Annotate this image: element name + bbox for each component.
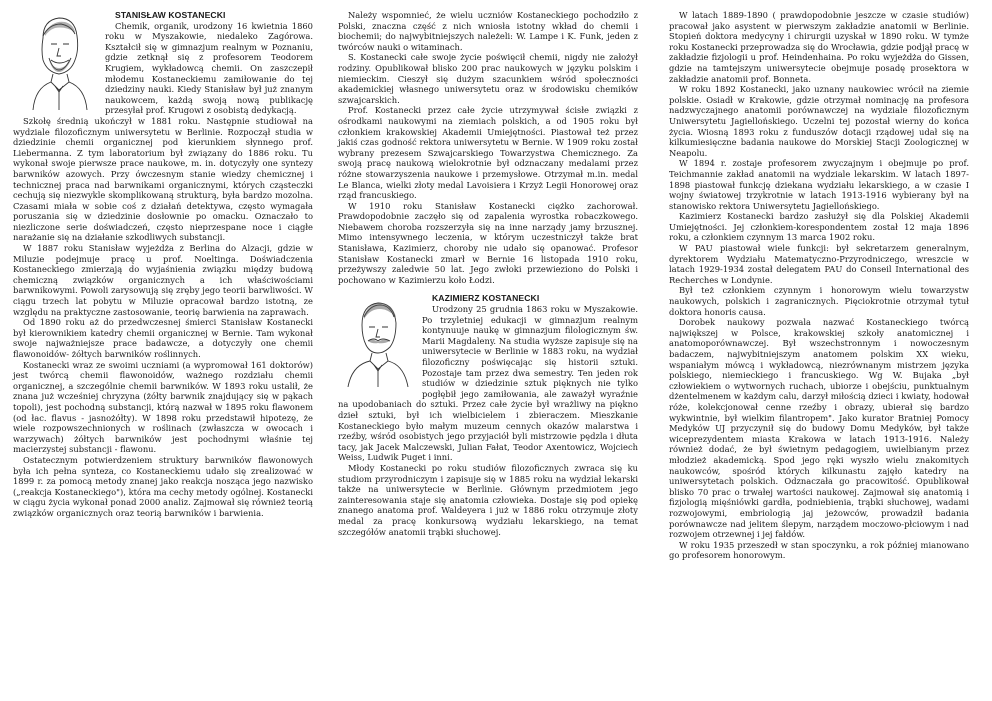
paragraph: W 1910 roku Stanisław Kostanecki ciężko zachorował. Prawdopodobnie zaczęło się od zapalenia wyrostka robaczkowego. Niebawem choroba rozszerzyła się na inne narządy jamy brzusznej. Mimo intensywnego leczenia, w którym uczestniczył także brat Stanisława, Kazimierz, choroby nie udało się opanować. Profesor Stanisław Kostanecki zmarł w Bernie 16 listopada 1910 roku, przeżywszy zaledwie 50 lat. Jego zwłoki przewieziono do Polski i pochowano w Kazimierzu koło Łodzi.	[338, 200, 638, 285]
paragraph: Należy wspomnieć, że wielu uczniów Kostaneckiego pochodziło z Polski, znaczna część z nich wniosła istotny wkład do chemii i biochemii; do najwybitniejszych należeli: W. Lampe i K. Funk, jeden z twórców nauki o witaminach.	[338, 10, 638, 52]
paragraph: Dorobek naukowy pozwala nazwać Kostaneckiego twórcą największej w Polsce, krakowskiej szkoły anatomicznej i anatomoporównawczej. Był wszechstronnym i nowoczesnym badaczem, najwybitniejszym anatomem polskim XX wieku, wspaniałym mówcą i wykładowcą, niezrównanym mistrzem języka polskiego, niemieckiego i francuskiego. Wg W. Bujaka „był człowiekiem o wytwornych ruchach, ubiorze i obejściu, punktualnym dżentelmenem w każdym calu, darzył miłością dzieci i kwiaty, hodował róże, kolekcjonował cenne rzeźby i obrazy, ubierał się bardzo wykwintnie, był wielkim filantropem". Jako kurator Bratniej Pomocy Medyków UJ przyczynił się do budowy Domu Medyków, był także wiceprezydentem miasta Krakowa w latach 1913-1916. Należy również dodać, że był świetnym pedagogiem, uwielbianym przez młodzież akademicką. Spod jego ręki wyszło wielu znakomitych naukowców, spośród których kilkunastu zajęło katedry na uniwersytetach polskich. Odznaczała go pracowitość. Opublikował blisko 70 prac o trwałej wartości naukowej. Zajmował się anatomią i fizjologią mięśniówki gardła, podniebienia, trąbki słuchowej, wadami rozwojowymi, embriologią jaj jeżowców, prowadził badania porównawcze nad jelitem ślepym, narządem moczowo-płciowym i nad rozwojem otrzewnej i jej fałdów.	[669, 317, 969, 540]
article-title-stanislaw: STANISŁAW KOSTANECKI	[115, 10, 226, 20]
paragraph: Urodzony 25 grudnia 1863 roku w Myszakowie. Po trzyletniej edukacji w gimnazjum realnym kontynuuje naukę w gimnazjum filologicznym św. Marii Magdaleny. Na studia wyższe zapisuje się na uniwersytecie w Berlinie w 1883 roku, na wydział filozoficzny poświęcając się historii sztuki. Pozostaje tam przez dwa semestry. Ten jeden rok studiów w dziedzinie sztuk pięknych nie tylko pogłębił jego zamiłowania, ale zaważył wyraźnie na upodobaniach do sztuki. Przez całe życie był wrażliwy na piękno dzieł sztuki, był ich wielbicielem i zbieraczem. Mieszkanie Kostaneckiego było małym muzeum cennych okazów malarstwa i rzeźby, wśród osobistych jego przyjaciół byli mistrzowie pędzla i dłuta tacy, jak Jacek Malczewski, Julian Fałat, Teodor Axentowicz, Wojciech Weiss, Ludwik Puget i inni.	[338, 304, 638, 463]
paragraph: Od 1890 roku aż do przedwczesnej śmierci Stanisław Kostanecki był kierownikiem katedry chemii organicznej w Bernie. Tam wykonał swoje najważniejsze prace badawcze, a dotyczyły one chemii flawonoidów- żółtych barwników roślinnych.	[13, 317, 313, 359]
column-2	[338, 10, 638, 537]
paragraph: Młody Kostanecki po roku studiów filozoficznych zwraca się ku studiom przyrodniczym i zapisuje się w 1885 roku na wydział lekarski także na uniwersytecie w Berlinie. Głównym przedmiotem jego zainteresowania staje się anatomia człowieka. Dostaje się pod opiekę znanego anatoma prof. Waldeyera i już w 1886 roku otrzymuje złoty medal za pracę konkursową wydziału lekarskiego, na temat szczegółów anatomii trąbki słuchowej.	[338, 462, 638, 537]
paragraph: W 1894 r. zostaje profesorem zwyczajnym i obejmuje po prof. Teichmannie zakład anatomii na wydziale lekarskim. W latach 1897-1898 piastował funkcję dziekana wydziału lekarskiego, a w czasie I wojny światowej trzykrotnie w latach 1913-1916 wybierany był na stanowisko rektora Uniwersytetu Jagiellońskiego.	[669, 158, 969, 211]
column-1	[13, 10, 313, 519]
paragraph: Chemik, organik, urodzony 16 kwietnia 1860 roku w Myszakowie, niedaleko Zagórowa. Kształcił się w gimnazjum realnym w Poznaniu, gdzie zetknął się z profesorem Teodorem Krugiem, wykładowcą chemii. On zaszczepił młodemu Kostaneckiemu zamiłowanie do tej dziedziny nauki. Kiedy Stanisław był już znanym naukowcem, każdą swoją nową publikację przesyłał prof. Krugowi z osobistą dedykacją.	[105, 20, 313, 116]
paragraph: Szkołę średnią ukończył w 1881 roku. Następnie studiował na wydziale filozoficznym uniwersytetu w Berlinie. Rozpoczął studia w dziedzinie chemii organicznej pod kierunkiem słynnego prof. Liebermanna. Z tym laboratorium był związany do 1886 roku. Tu wykonał swoje pierwsze prace naukowe, m. in. dotyczyły one syntezy barwników azowych. Przy ówczesnym stanie wiedzy chemicznej i technicznej praca nad barwnikami organicznymi, których cząsteczki cechują się niezwykle skomplikowaną strukturą, była bardzo mozolna. Czasami miała w sobie coś z działań detektywa, często wymagała poruszania się w dziedzinie dosłownie po omacku. Oznaczało to niezliczone serie doświadczeń, często nieprzespane noce i ciągłe narażanie się na działanie szkodliwych substancji.	[13, 115, 313, 243]
paragraph: Kostanecki wraz ze swoimi uczniami (a wypromował 161 doktorów) jest twórcą chemii flawonoidów, ważnego rozdziału chemii organicznej, a szczególnie chemii barwników. W 1893 roku ustalił, że znana już wcześniej chryzyna (żółty barwnik znajdujący się w pąkach topoli), jest pochodną substancji, którą nazwał w 1895 roku flawonem (od łac. flavus - jasnożółty). W 1898 roku przedstawił hipotezę, że wiele rozpowszechnionych w roślinach (zwłaszcza w owocach i warzywach) żółtych barwników jest pochodnymi właśnie tej macierzystej substancji - flawonu.	[13, 359, 313, 455]
paragraph: W 1887 roku Stanisław wyjeżdża z Berlina do Alzacji, gdzie w Miluzie podejmuje pracę u prof. Noeltinga. Doświadczenia Kostaneckiego zmierzają do wyjaśnienia związku między budową chemiczną związków organicznych a ich właściwościami barwnikowymi. Powoli zarysowują się zręby jego teorii barwliwości. W ciągu trzech lat pobytu w Miluzie opracował bardzo istotną, ze względu na praktyczne zastosowanie, teorię barwienia na zaprawach.	[13, 243, 313, 317]
article-kazimierz	[338, 293, 638, 537]
paragraph: W roku 1935 przeszedł w stan spoczynku, a rok później mianowano go profesorem honorowym.	[669, 539, 969, 561]
portrait-sketch-icon	[13, 10, 99, 110]
paragraph: S. Kostanecki całe swoje życie poświęcił chemii, nigdy nie założył rodziny. Opublikował blisko 200 prac naukowych w języku polskim i niemieckim. Cieszył się dużym szacunkiem wśród społeczności akademickiej własnego uniwersytetu oraz w środowisku chemików szwajcarskich.	[338, 52, 638, 105]
portrait-kazimierz-kostanecki	[338, 295, 416, 387]
paragraph: Prof. Kostanecki przez całe życie utrzymywał ścisłe związki z ośrodkami naukowymi na ziemiach polskich, a od 1905 roku był członkiem krakowskiej Akademii Umiejętności. Piastował też przez jakiś czas godność rektora uniwersytetu w Bernie. W 1909 roku został wybrany prezesem Szwajcarskiego Towarzystwa Chemicznego. Za swoją pracę naukową wielokrotnie był odznaczany medalami przez różne stowarzyszenia naukowe i przemysłowe. Otrzymał m.in. medal Le Blanca, wielki złoty medal Lavoisiera i Krzyż Legii Honorowej oraz rząd francuskiego.	[338, 105, 638, 201]
paragraph: Kazimierz Kostanecki bardzo zasłużył się dla Polskiej Akademii Umiejętności. Jej członkiem-korespondentem został 12 maja 1896 roku, a członkiem czynnym 13 marca 1902 roku.	[669, 211, 969, 243]
column-3	[669, 10, 969, 561]
paragraph: Był też członkiem czynnym i honorowym wielu towarzystw naukowych, polskich i zagranicznych. Pięciokrotnie otrzymał tytuł doktora honoris causa.	[669, 285, 969, 317]
paragraph: W latach 1889-1890 ( prawdopodobnie jeszcze w czasie studiów) pracował jako asystent w pierwszym zakładzie anatomii w Berlinie. Stopień doktora medycyny i chirurgii uzyskał w 1890 roku. W tymże roku Kostanecki przeprowadza się do Wrocławia, gdzie podjął pracę w zakładzie fizjologii u prof. Heindenhaina. Po roku wyjeżdża do Gissen, gdzie na tamtejszym uniwersytecie obejmuje posadę prosektora w zakładzie anatomii prof. Bonneta.	[669, 10, 969, 84]
paragraph: Ostatecznym potwierdzeniem struktury barwników flawonowych była ich pełna synteza, co Kostaneckiemu udało się zrealizować w 1899 r. za pomocą metody znanej jako reakcja nosząca jego nazwisko („reakcja Kostaneckiego"), która ma cechy metody ogólnej. Kostanecki w ciągu życia wykonał ponad 2000 analiz. Zajmował się również teorią związków organicznych oraz teorią barwników i barwienia.	[13, 454, 313, 518]
portrait-sketch-icon	[338, 295, 416, 387]
paragraph: W roku 1892 Kostanecki, jako uznany naukowiec wrócił na ziemie polskie. Osiadł w Krakowie, gdzie otrzymał nominację na profesora nadzwyczajnego anatomii porównawczej na wydziale filozoficznym Uniwersytetu Jagiellońskiego. Uczelni tej pozostał wierny do końca życia. Wiosną 1893 roku z funduszów dotacji rządowej udał się na kilkumiesięczne badania naukowe do Morskiej Stacji Zoologicznej w Neapolu.	[669, 84, 969, 158]
portrait-stanislaw-kostanecki	[13, 10, 99, 110]
paragraph: W PAU piastował wiele funkcji: był sekretarzem generalnym, dyrektorem Wydziału Matematyczno-Przyrodniczego, wreszcie w latach 1929-1934 został delegatem PAU do Conseil International des Recherches w Londynie.	[669, 243, 969, 285]
article-title-kazimierz: KAZIMIERZ KOSTANECKI	[432, 293, 540, 304]
